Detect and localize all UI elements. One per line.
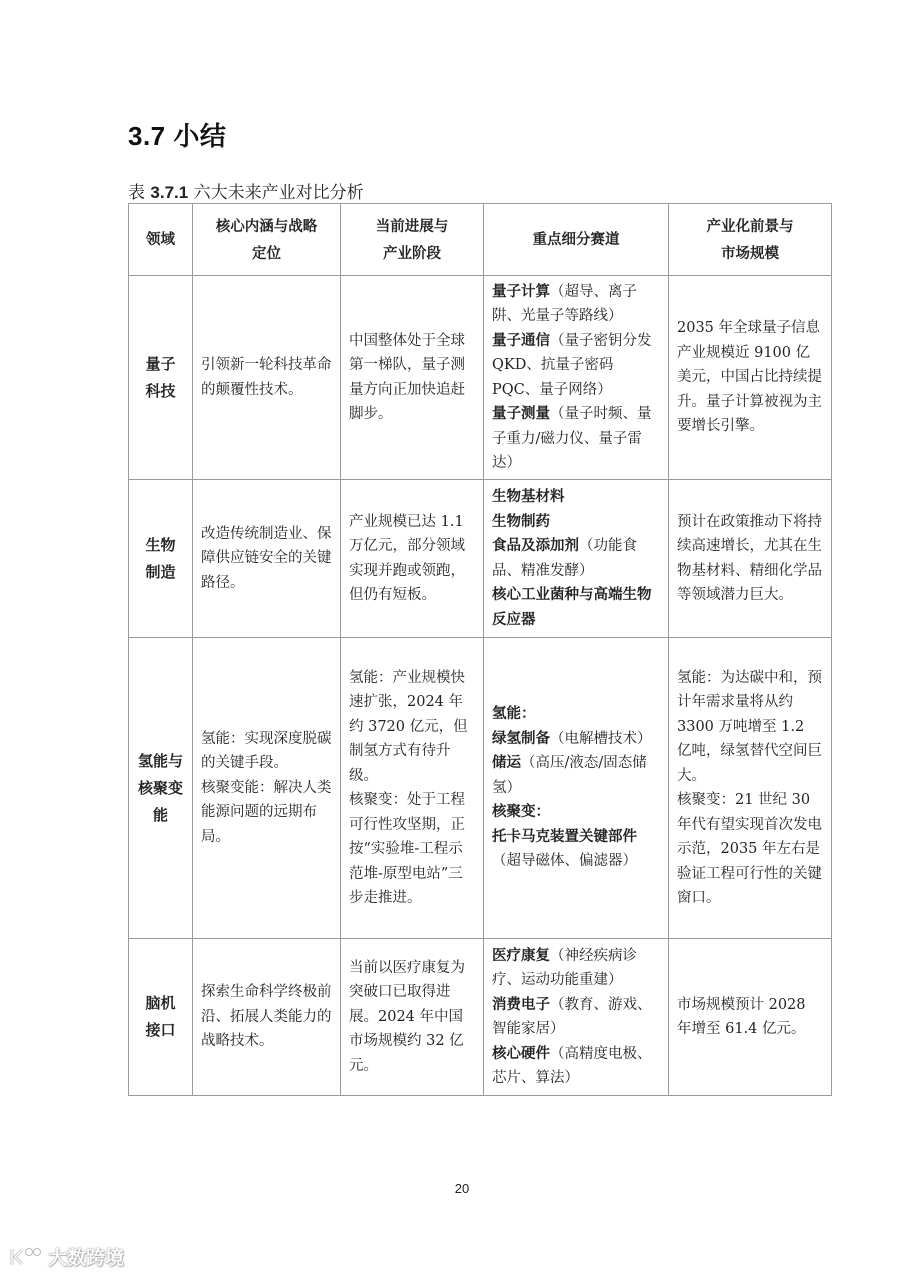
track-item: 核心硬件（高精度电极、芯片、算法） [492,1044,652,1086]
positioning-cell: 改造传统制造业、保障供应链安全的关键路径。 [193,480,341,638]
caption-prefix: 表 [128,183,145,203]
tracks-cell [484,638,669,939]
track-item: 核聚变： [492,803,550,821]
table-row [129,638,832,939]
header-progress: 当前进展与 产业阶段 [341,204,484,276]
positioning-cell: 探索生命科学终极前沿、拓展人类能力的战略技术。 [193,939,341,1096]
header-outlook: 产业化前景与 市场规模 [669,204,832,276]
track-item: 核心工业菌种与高端生物反应器 [492,586,652,628]
section-title: 3.7 小结 [128,121,227,151]
outlook-cell: 预计在政策推动下将持续高速增长，尤其在生物基材料、精细化学品等领域潜力巨大。 [669,480,832,638]
comparison-table [128,203,832,1096]
track-item: 托卡马克装置关键部件（超导磁体、偏滤器） [492,827,637,870]
track-item: 氢能： [492,705,536,723]
track-item: 医疗康复（神经疾病诊疗、运动功能重建） [492,946,637,988]
positioning-cell: 引领新一轮科技革命的颠覆性技术。 [193,276,341,480]
header-positioning: 核心内涵与战略 定位 [193,204,341,276]
tracks-cell [484,939,669,1096]
track-item: 储运（高压/液态/固态储氢） [492,754,647,796]
track-item: 消费电子（教育、游戏、智能家居） [492,995,652,1037]
k-logo-icon [8,1246,42,1268]
positioning-cell: 氢能：实现深度脱碳的关键手段。 核聚变能：解决人类能源问题的远期布局。 [193,638,341,939]
track-item: 生物制药 [492,512,550,530]
progress-cell: 当前以医疗康复为突破口已取得进展。2024 年中国市场规模约 32 亿元。 [341,939,484,1096]
table-row [129,939,832,1096]
progress-cell: 中国整体处于全球第一梯队，量子测量方向正加快追赶脚步。 [341,276,484,480]
caption-number: 3.7.1 [150,183,189,202]
watermark [8,1243,124,1270]
progress-cell: 产业规模已达 1.1 万亿元，部分领域实现并跑或领跑，但仍有短板。 [341,480,484,638]
page-number: 20 [454,1181,470,1196]
tracks-cell [484,276,669,480]
watermark-text: 大数跨境 [48,1247,125,1269]
track-item: 量子测量（量子时频、量子重力/磁力仪、量子雷达） [492,405,652,471]
track-item: 生物基材料 [492,488,565,505]
header-tracks: 重点细分赛道 [484,204,669,276]
header-domain: 领域 [129,204,193,276]
table-row [129,480,832,638]
track-item: 食品及添加剂（功能食品、精准发酵） [492,537,637,579]
table-header-row [129,204,832,276]
caption-text: 六大未来产业对比分析 [193,183,364,203]
domain-cell: 生物 制造 [129,480,193,638]
domain-cell: 脑机 接口 [129,939,193,1096]
table-row [129,276,832,480]
track-item: 量子通信（量子密钥分发QKD、抗量子密码 PQC、量子网络） [492,331,652,398]
outlook-cell: 氢能：为达碳中和，预计年需求量将从约 3300 万吨增至 1.2 亿吨，绿氢替代空间巨大。 核聚变：21 世纪 30 年代有望实现首次发电示范，2035 年左右是验证工程可行性的关键窗口。 [669,638,832,939]
track-item: 绿氢制备（电解槽技术） [492,729,652,747]
outlook-cell: 2035 年全球量子信息产业规模近 9100 亿美元，中国占比持续提升。量子计算被视为主要增长引擎。 [669,276,832,480]
domain-cell: 氢能与 核聚变 能 [129,638,193,939]
outlook-cell: 市场规模预计 2028 年增至 61.4 亿元。 [669,939,832,1096]
domain-cell: 量子 科技 [129,276,193,480]
track-item: 量子计算（超导、离子阱、光量子等路线） [492,282,637,324]
progress-cell: 氢能：产业规模快速扩张，2024 年约 3720 亿元，但制氢方式有待升级。 核聚变：处于工程可行性攻坚期，正按“实验堆-工程示范堆-原型电站”三步走推进。 [341,638,484,939]
tracks-cell [484,480,669,638]
table-caption [128,178,364,203]
